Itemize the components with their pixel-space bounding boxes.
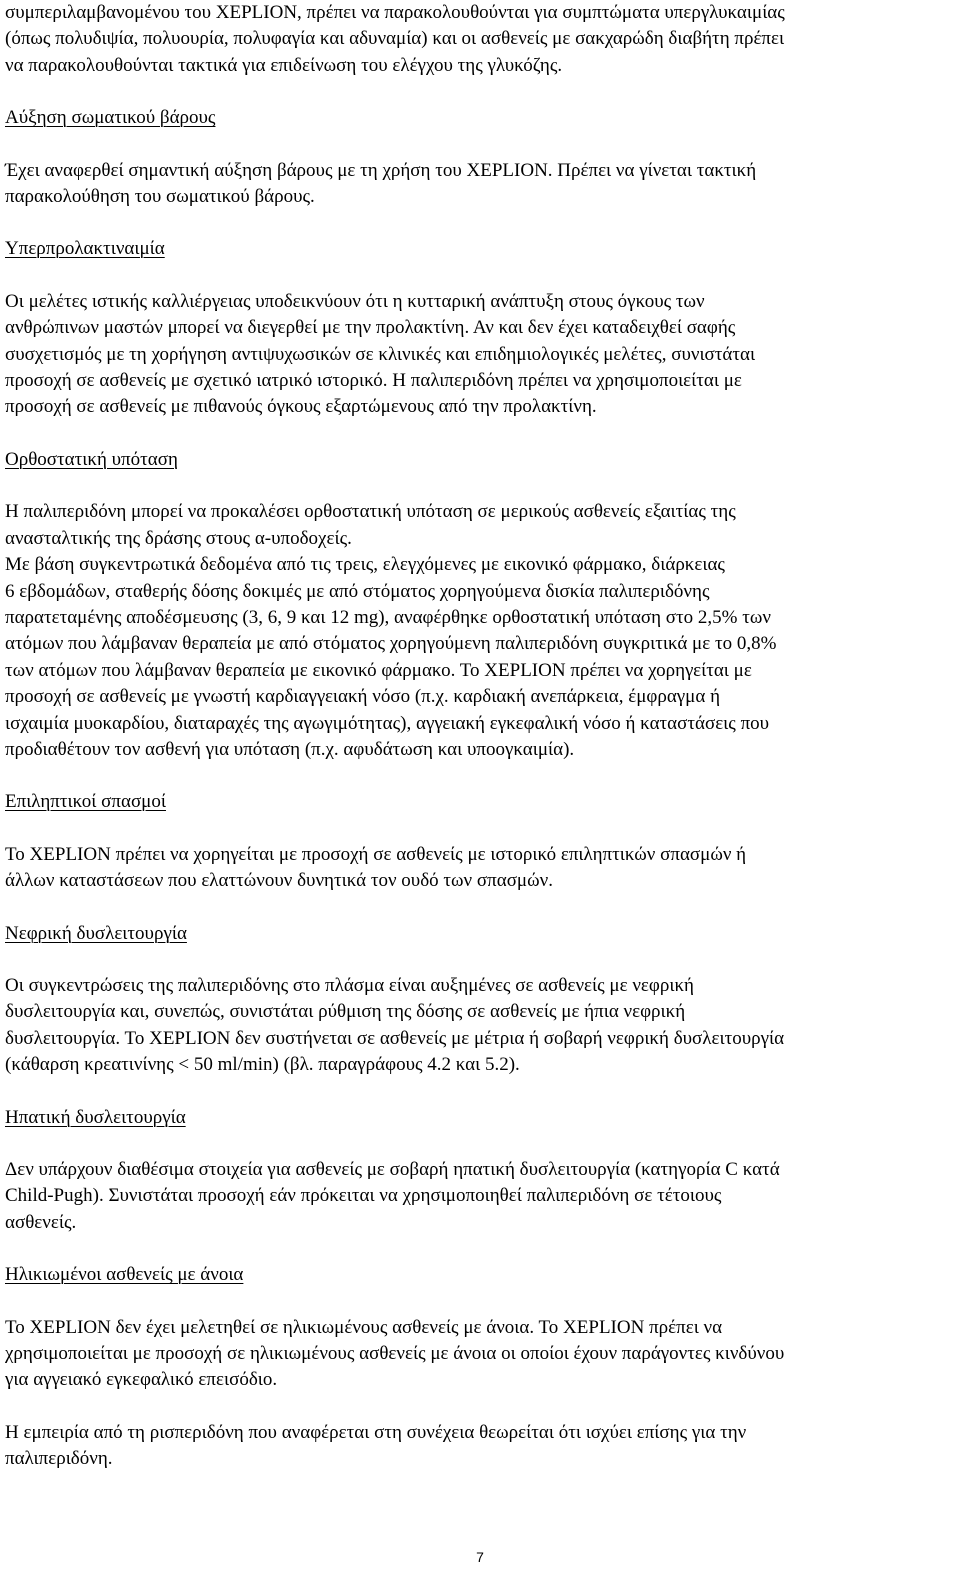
text-line: προσοχή σε ασθενείς με πιθανούς όγκους εξαρτώμενους από την προλακτίνη. xyxy=(5,396,597,418)
text-line: Δεν υπάρχουν διαθέσιμα στοιχεία για ασθενείς με σοβαρή ηπατική δυσλειτουργία (κατηγορία C κατά xyxy=(5,1159,780,1180)
text-line: Η εμπειρία από τη ρισπεριδόνη που αναφέρεται στη συνέχεια θεωρείται ότι ισχύει επίσης για την xyxy=(5,1421,747,1443)
hepatic-paragraph xyxy=(5,1157,955,1236)
text-line: χρησιμοποιείται με προσοχή σε ηλικιωμένους ασθενείς με άνοια οι οποίοι έχουν παράγοντες κινδύνου xyxy=(5,1343,785,1365)
section-heading-orthostatic-hypotension: Ορθοστατική υπόταση xyxy=(5,448,178,470)
text-line: Το XEPLION πρέπει να χορηγείται με προσοχή σε ασθενείς με ιστορικό επιληπτικών σπασμών ή xyxy=(5,843,747,865)
text-line: δυσλειτουργία. Το XEPLION δεν συστήνεται σε ασθενείς με μέτρια ή σοβαρή νεφρική δυσλειτουργία xyxy=(5,1027,785,1049)
text-line: παλιπεριδόνη. xyxy=(5,1448,113,1470)
document-page xyxy=(5,0,955,1473)
section-heading-seizures: Επιληπτικοί σπασμοί xyxy=(5,791,166,813)
weight-gain-paragraph xyxy=(5,158,955,211)
seizures-paragraph xyxy=(5,842,955,895)
text-line: συσχετισμός με τη χορήγηση αντιψυχωσικών σε κλινικές και επιδημιολογικές μελέτες, συνιστάται xyxy=(5,343,756,365)
text-line: των ατόμων που λάμβαναν θεραπεία με εικονικό φάρμακο. Το XEPLION πρέπει να χορηγείται με xyxy=(5,659,752,681)
text-line: Οι συγκεντρώσεις της παλιπεριδόνης στο πλάσμα είναι αυξημένες σε ασθενείς με νεφρική xyxy=(5,974,694,996)
intro-paragraph xyxy=(5,0,955,79)
text-line: ισχαιμία μυοκαρδίου, διαταραχές της αγωγιμότητας), αγγειακή εγκεφαλική νόσο ή καταστάσεις που xyxy=(5,712,770,734)
text-line: 6 εβδομάδων, σταθερής δόσης δοκιμές με από στόματος χορηγούμενα δισκία παλιπεριδόνης xyxy=(5,580,710,602)
text-line: άλλων καταστάσεων που ελαττώνουν δυνητικά τον ουδό των σπασμών. xyxy=(5,870,553,892)
text-line: Με βάση συγκεντρωτικά δεδομένα από τις τρεις, ελεγχόμενες με εικονικό φάρμακο, διάρκειας xyxy=(5,554,725,576)
page-number: 7 xyxy=(476,1549,484,1565)
text-line: για αγγειακό εγκεφαλικό επεισόδιο. xyxy=(5,1369,278,1391)
text-line: να παρακολουθούνται τακτικά για επιδείνωση του ελέγχου της γλυκόζης. xyxy=(5,54,563,76)
section-heading-hepatic-impairment: Ηπατική δυσλειτουργία xyxy=(5,1106,186,1128)
text-line: παρακολούθηση του σωματικού βάρους. xyxy=(5,186,315,208)
hyperprolactinemia-paragraph xyxy=(5,289,955,421)
elderly-dementia-paragraph-1 xyxy=(5,1315,955,1394)
orthostatic-paragraph-2 xyxy=(5,552,955,763)
text-line: προδιαθέτουν τον ασθενή για υπόταση (π.χ. αφυδάτωση και υποογκαιμία). xyxy=(5,738,575,760)
elderly-dementia-paragraph-2 xyxy=(5,1420,955,1473)
text-line: ανασταλτικής της δράσης στους α-υποδοχείς. xyxy=(5,527,352,549)
text-line: προσοχή σε ασθενείς με σχετικό ιατρικό ιστορικό. Η παλιπεριδόνη πρέπει να χρησιμοποιείται με xyxy=(5,370,742,392)
text-line: παρατεταμένης αποδέσμευσης (3, 6, 9 και 12 mg), αναφέρθηκε ορθοστατική υπόταση στο 2,5% των xyxy=(5,606,771,628)
text-line: Οι μελέτες ιστικής καλλιέργειας υποδεικνύουν ότι η κυτταρική ανάπτυξη στους όγκους των xyxy=(5,290,705,312)
text-line: (όπως πολυδιψία, πολυουρία, πολυφαγία και αδυναμία) και οι ασθενείς με σακχαρώδη διαβήτη πρέπει xyxy=(5,28,785,50)
text-line: προσοχή σε ασθενείς με γνωστή καρδιαγγειακή νόσο (π.χ. καρδιακή ανεπάρκεια, έμφραγμα ή xyxy=(5,686,721,708)
renal-paragraph xyxy=(5,973,955,1079)
text-line: Child-Pugh). Συνιστάται προσοχή εάν πρόκειται να χρησιμοποιηθεί παλιπεριδόνη σε τέτοιους xyxy=(5,1185,722,1207)
section-heading-renal-impairment: Νεφρική δυσλειτουργία xyxy=(5,922,187,944)
text-line: ασθενείς. xyxy=(5,1211,77,1233)
text-line: (κάθαρση κρεατινίνης < 50 ml/min) (βλ. παραγράφους 4.2 και 5.2). xyxy=(5,1054,520,1076)
text-line: ανθρώπινων μαστών μπορεί να διεγερθεί με την προλακτίνη. Αν και δεν έχει καταδειχθεί σαφής xyxy=(5,317,736,339)
text-line: συμπεριλαμβανομένου του XEPLION, πρέπει να παρακολουθούνται για συμπτώματα υπεργλυκαιμίας xyxy=(5,2,785,23)
orthostatic-paragraph-1 xyxy=(5,499,955,552)
section-heading-elderly-dementia: Ηλικιωμένοι ασθενείς με άνοια xyxy=(5,1264,244,1286)
text-line: ατόμων που λάμβαναν θεραπεία με από στόματος χορηγούμενη παλιπεριδόνη συγκριτικά με το 0,8% xyxy=(5,633,777,655)
section-heading-weight-gain: Αύξηση σωματικού βάρους xyxy=(5,107,216,129)
section-heading-hyperprolactinemia: Υπερπρολακτιναιμία xyxy=(5,238,165,260)
text-line: Έχει αναφερθεί σημαντική αύξηση βάρους με τη χρήση του XEPLION. Πρέπει να γίνεται τακτική xyxy=(5,159,757,181)
text-line: Το XEPLION δεν έχει μελετηθεί σε ηλικιωμένους ασθενείς με άνοια. Το XEPLION πρέπει να xyxy=(5,1316,723,1338)
text-line: δυσλειτουργία και, συνεπώς, συνιστάται ρύθμιση της δόσης σε ασθενείς με ήπια νεφρική xyxy=(5,1001,686,1023)
text-line: Η παλιπεριδόνη μπορεί να προκαλέσει ορθοστατική υπόταση σε μερικούς ασθενείς εξαιτίας της xyxy=(5,501,736,523)
